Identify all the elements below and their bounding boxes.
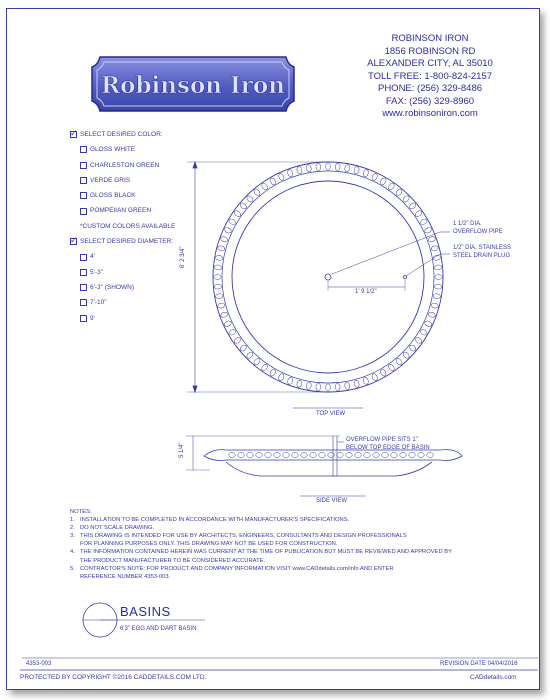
egg-ornament [214, 284, 222, 289]
side-egg-ornament [319, 452, 325, 457]
side-egg-ornament [256, 452, 262, 457]
egg-ornament [431, 245, 439, 251]
caddetails-brand[interactable]: CADdetails.com [470, 674, 517, 681]
side-height-label: 5 1/4" [179, 442, 185, 458]
note-row [70, 557, 452, 565]
side-egg-ornament [301, 452, 307, 457]
egg-ornament [296, 166, 302, 174]
egg-ornament [434, 265, 442, 270]
egg-ornament [269, 177, 277, 186]
side-view-label: SIDE VIEW [316, 498, 348, 504]
egg-ornament [379, 368, 387, 377]
egg-ornament [278, 373, 285, 382]
side-egg-ornament [373, 452, 379, 457]
note-row [70, 548, 452, 556]
note-number [70, 573, 80, 581]
egg-ornament [220, 311, 228, 318]
side-egg-ornament [427, 452, 433, 457]
overflow-leader [406, 254, 450, 276]
egg-ornament [287, 169, 294, 177]
revision-date: REVISION DATE 04/04/2016 [440, 661, 518, 667]
diameter-header-label: SELECT DESIRED DIAMETER: [80, 238, 174, 246]
company-tollfree: TOLL FREE: 1-800-824-2157 [367, 70, 493, 82]
inner-rim [222, 171, 434, 383]
outer-rim [213, 162, 443, 392]
egg-ornament [224, 320, 233, 327]
note-text: THE INFORMATION CONTAINED HEREIN WAS CURRENT AT THE TIME OF PUBLICATION BUT MUST BE REVIEWED AND APPROVED BY [80, 549, 453, 556]
side-egg-ornament [391, 452, 397, 457]
egg-ornament [228, 328, 237, 336]
arrow-up [193, 162, 197, 168]
egg-ornament [362, 377, 369, 385]
copyright-notice: PROTECTED BY COPYRIGHT ©2016 CADDETAILS.COM LTD. [20, 674, 207, 681]
overflow-callout [453, 220, 503, 236]
side-egg-ornament [355, 452, 361, 457]
egg-ornament [419, 328, 428, 336]
note-number: 1. [70, 517, 75, 524]
egg-ornament [269, 368, 277, 377]
egg-ornament [379, 177, 387, 186]
custom-colors-note: *CUSTOM COLORS AVAILABLE [80, 222, 176, 230]
egg-ornament [353, 380, 359, 388]
company-fax: FAX: (256) 329-8960 [385, 95, 475, 107]
note-text: THE PRODUCT MANUFACTURER TO BE CONSIDERED ACCURATE. [80, 557, 266, 564]
egg-ornament [278, 173, 285, 182]
side-egg-ornament [265, 452, 271, 457]
note-text: FOR PLANNING PURPOSES ONLY. THIS DRAWING MAY NOT BE USED FOR CONSTRUCTION. [80, 541, 338, 548]
drain-leader [332, 232, 450, 274]
egg-ornament [428, 236, 436, 243]
note-row [70, 573, 452, 581]
egg-ornament [316, 383, 321, 391]
arrow-down [193, 386, 197, 392]
egg-and-dart-trim [214, 163, 442, 391]
side-egg-ornament [292, 452, 298, 457]
side-egg-ornament [409, 452, 415, 457]
egg-ornament [371, 173, 378, 182]
egg-ornament [217, 245, 225, 251]
company-website[interactable]: www.robinsoniron.com [382, 108, 478, 119]
egg-ornament [353, 166, 359, 174]
egg-ornament [326, 384, 331, 391]
note-row [70, 540, 452, 548]
side-egg-ornament [229, 452, 235, 457]
side-egg-ornament [283, 452, 289, 457]
drain-callout-line2: STEEL DRAIN PLUG [453, 253, 511, 259]
diameter-label: 5'-3" [90, 268, 103, 276]
side-egg-ornament [364, 452, 370, 457]
radius-dimension-label: 1' 9 1/2" [355, 289, 377, 295]
note-text: REFERENCE NUMBER 4353-003. [80, 573, 171, 580]
egg-ornament [220, 236, 228, 243]
egg-ornament [431, 302, 439, 308]
egg-ornament [296, 380, 302, 388]
egg-ornament [326, 163, 331, 170]
egg-ornament [224, 227, 233, 234]
notes-section [70, 508, 452, 581]
note-row [70, 532, 452, 540]
drain-callout-line1: 1/2" DIA. STAINLESS [453, 245, 512, 251]
egg-ornament [228, 218, 237, 226]
top-view-label: TOP VIEW [316, 411, 346, 417]
note-text: INSTALLATION TO BE COMPLETED IN ACCORDANCE WITH MANUFACTURER'S SPECIFICATIONS. [80, 517, 350, 524]
egg-ornament [215, 293, 223, 299]
egg-ornament [433, 293, 441, 299]
side-egg-ornament [400, 452, 406, 457]
egg-ornament [419, 218, 428, 226]
egg-ornament [306, 164, 312, 172]
diameter-label: 7'-10" [90, 299, 107, 307]
company-address: 1856 ROBINSON RD [384, 45, 476, 57]
egg-ornament [362, 169, 369, 177]
side-bowl [226, 462, 432, 476]
color-header-label: SELECT DESIRED COLOR: [80, 131, 163, 138]
top-view-basin [213, 162, 443, 392]
diameter-label: 6'-3" (SHOWN) [90, 283, 134, 291]
side-egg-ornament [274, 452, 280, 457]
notes-header: NOTES: [70, 509, 92, 515]
drawing-subtitle: 6'3" EGG AND DART BASIN [120, 626, 197, 632]
diameter-label: 9' [90, 314, 95, 322]
side-egg-trim [229, 452, 433, 457]
egg-ornament [335, 383, 340, 391]
drawing-title: BASINS [120, 604, 171, 619]
note-number: 5. [70, 565, 75, 572]
note-number: 2. [70, 525, 75, 532]
side-callout-line1: OVERFLOW PIPE SITS 1" [346, 437, 418, 443]
egg-ornament [428, 311, 436, 318]
height-dimension-label: 6' 2 3/4" [180, 246, 186, 268]
egg-ornament [434, 284, 442, 289]
egg-ornament [335, 163, 340, 171]
side-egg-ornament [238, 452, 244, 457]
side-egg-ornament [382, 452, 388, 457]
note-text: CONTRACTOR'S NOTE: FOR PRODUCT AND COMPANY INFORMATION VISIT www.CADdetails.com/info AND ENTER [80, 565, 394, 572]
drain-plug [325, 274, 331, 280]
drain-callout [453, 244, 511, 260]
company-city: ALEXANDER CITY, AL 35010 [367, 58, 493, 69]
reference-number: 4353-003 [26, 661, 52, 667]
egg-ornament [214, 265, 222, 270]
egg-ornament [344, 382, 350, 390]
note-row [70, 565, 452, 573]
company-name: ROBINSON IRON [391, 33, 469, 44]
egg-ornament [215, 255, 223, 261]
egg-ornament [214, 275, 221, 280]
egg-ornament [316, 163, 321, 171]
note-text: THIS DRAWING IS INTENDED FOR USE BY ARCHITECTS, ENGINEERS, CONSULTANTS AND DESIGN PROFESSIONALS [80, 533, 407, 540]
note-number: 4. [70, 549, 75, 556]
egg-ornament [217, 302, 225, 308]
side-egg-ornament [346, 452, 352, 457]
overflow-callout-line2: OVERFLOW PIPE [453, 229, 503, 235]
note-number: 3. [70, 533, 75, 540]
color-label: GLOSS WHITE [90, 146, 136, 154]
note-row [70, 516, 452, 524]
side-egg-ornament [418, 452, 424, 457]
egg-ornament [344, 164, 350, 172]
color-label: GLOSS BLACK [90, 192, 136, 200]
side-callout [346, 436, 430, 452]
egg-ornament [287, 377, 294, 385]
egg-ornament [306, 382, 312, 390]
note-number [70, 557, 80, 565]
logo-text: Robinson Iron [101, 72, 285, 99]
side-egg-ornament [310, 452, 316, 457]
egg-ornament [424, 320, 433, 327]
diameter-label: 4' [90, 253, 95, 261]
note-number [70, 540, 80, 548]
egg-ornament [435, 275, 442, 280]
side-egg-ornament [247, 452, 253, 457]
note-row [70, 524, 452, 532]
side-egg-ornament [337, 452, 343, 457]
company-phone: PHONE: (256) 329-8486 [377, 83, 483, 94]
color-label: VERDE GRIS [90, 176, 131, 184]
egg-ornament [371, 373, 378, 382]
note-text: DO NOT SCALE DRAWING. [80, 525, 155, 532]
egg-ornament [424, 227, 433, 234]
side-callout-line2: BELOW TOP EDGE OF BASIN [346, 445, 430, 451]
overflow-callout-line1: 1 1/2" DIA. [453, 221, 482, 227]
basin-bowl [232, 181, 424, 373]
color-label: POMPEIIAN GREEN [90, 207, 152, 215]
color-label: CHARLESTON GREEN [90, 161, 160, 169]
